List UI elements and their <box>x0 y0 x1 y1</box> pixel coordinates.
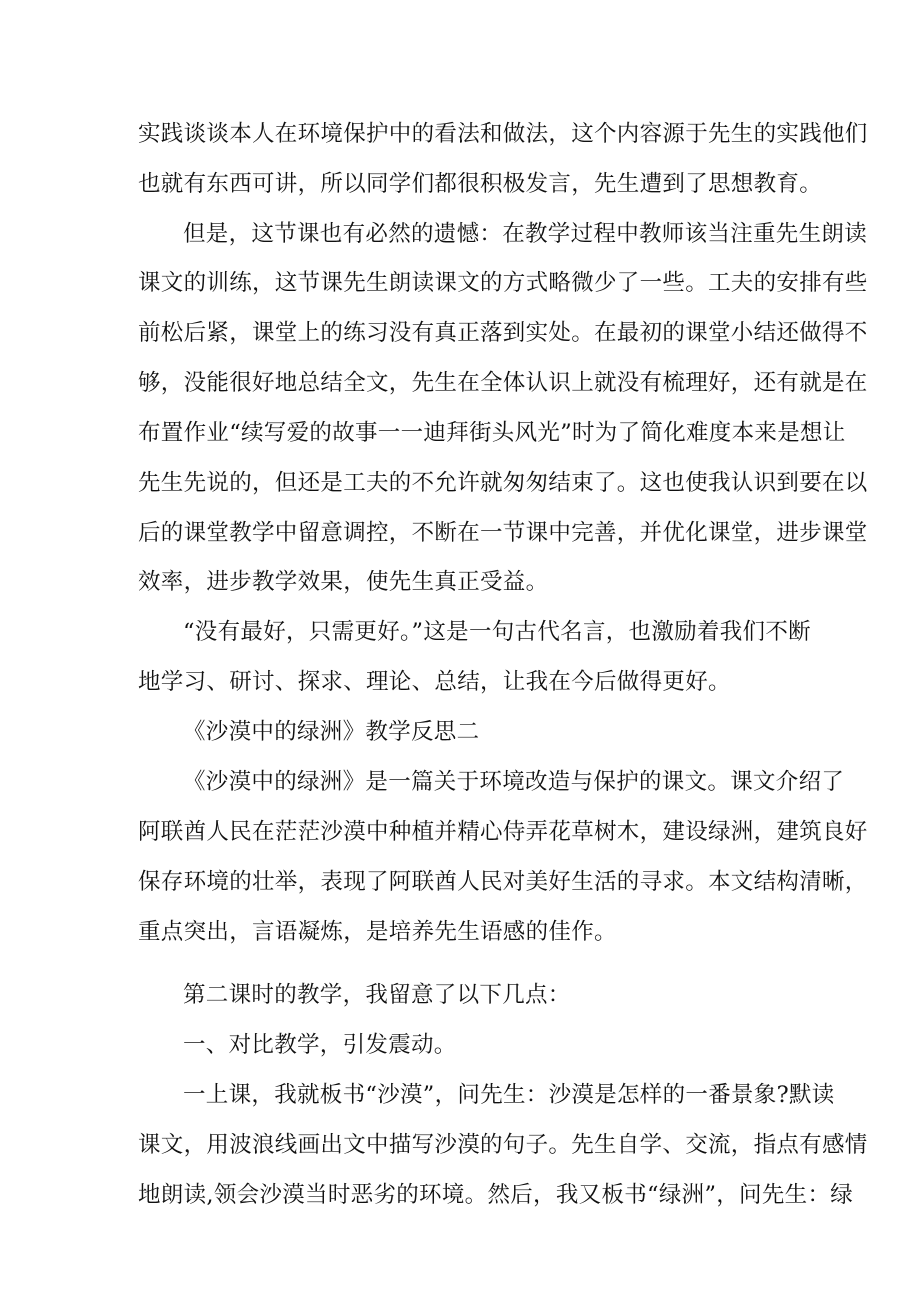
text-line: 一上课，我就板书“沙漠”，问先生：沙漠是怎样的一番景象?默读 <box>183 1082 835 1108</box>
text-line: 够，没能很好地总结全文，先生在全体认识上就没有梳理好，还有就是在 <box>138 370 868 396</box>
text-line: 《沙漠中的绿洲》是一篇关于环境改造与保护的课文。课文介绍了 <box>183 769 845 795</box>
text-line: 地朗读,领会沙漠当时恶劣的环境。然后，我又板书“绿洲”，问先生：绿 <box>138 1182 854 1208</box>
text-line: 课文，用波浪线画出文中描写沙漠的句子。先生自学、交流，指点有感情 <box>138 1132 868 1158</box>
text-line: 保存环境的壮举，表现了阿联酋人民对美好生活的寻求。本文结构清晰， <box>138 869 868 895</box>
text-line: 地学习、研讨、探求、理论、总结，让我在今后做得更好。 <box>138 669 731 695</box>
text-line: 后的课堂教学中留意调控，不断在一节课中完善，并优化课堂，进步课堂 <box>138 520 868 546</box>
text-line: 课文的训练，这节课先生朗读课文的方式略微少了一些。工夫的安排有些 <box>138 270 868 296</box>
text-line: 先生先说的，但还是工夫的不允许就匆匆结束了。这也使我认识到要在以 <box>138 470 868 496</box>
text-line: 也就有东西可讲，所以同学们都很积极发言，先生遭到了思想教育。 <box>138 171 823 197</box>
text-line: “没有最好，只需更好。”这是一句古代名言，也激励着我们不断 <box>183 619 811 645</box>
text-line: 实践谈谈本人在环境保护中的看法和做法，这个内容源于先生的实践他们 <box>138 121 868 147</box>
text-line: 第二课时的教学，我留意了以下几点： <box>183 982 571 1008</box>
text-line: 一、对比教学，引发震动。 <box>183 1032 457 1058</box>
text-line: 前松后紧，课堂上的练习没有真正落到实处。在最初的课堂小结还做得不 <box>138 320 868 346</box>
text-line: 但是，这节课也有必然的遗憾：在教学过程中教师该当注重先生朗读 <box>183 221 868 247</box>
text-line: 重点突出，言语凝炼，是培养先生语感的佳作。 <box>138 919 617 945</box>
text-line: 效率，进步教学效果，使先生真正受益。 <box>138 569 549 595</box>
text-line: 布置作业“续写爱的故事一一迪拜街头风光”时为了简化难度本来是想让 <box>138 420 846 446</box>
text-line: 阿联酋人民在茫茫沙漠中种植并精心侍弄花草树木，建设绿洲，建筑良好 <box>138 819 868 845</box>
section-heading: 《沙漠中的绿洲》教学反思二 <box>183 719 480 745</box>
